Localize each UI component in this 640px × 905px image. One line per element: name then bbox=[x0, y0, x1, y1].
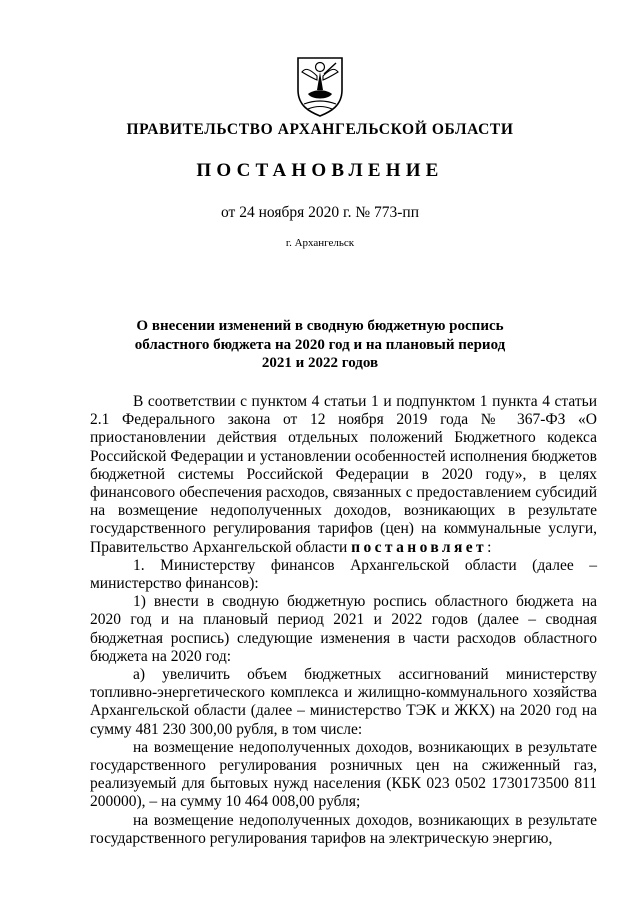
paragraph-subitem-1: 1) внести в сводную бюджетную роспись областного бюджета на 2020 год и на плановый период 2021 и 2022 годов (далее – сводная бюджетная роспись) следующие изменения в части расходов областного бюджета на 2020 год: bbox=[90, 593, 597, 665]
document-title bbox=[0, 317, 640, 373]
paragraph-preamble bbox=[90, 393, 597, 557]
decree-keyword: постановляет bbox=[351, 538, 488, 556]
document-body bbox=[90, 393, 597, 848]
title-line: областного бюджета на 2020 год и на плановый период bbox=[134, 336, 506, 353]
paragraph-item-1: 1. Министерству финансов Архангельской области (далее – министерство финансов): bbox=[90, 556, 597, 593]
title-line: 2021 и 2022 годов bbox=[261, 355, 379, 371]
preamble-text: В соответствии с пунктом 4 статьи 1 и подпунктом 1 пункта 4 статьи 2.1 Федерального закона от 12 ноября 2019 года № 367-ФЗ «О приостановлении действия отдельных положений Бюджетного кодекса Российской Федерации и установлении особенностей исполнения бюджетов бюджетной системы Российской Федерации в 2020 году», в целях финансового обеспечения расходов, связанных с предоставлением субсидий на возмещение недополученных доходов, возникающих в результате государственного регулирования тарифов (цен) на коммунальные услуги, Правительство Архангельской области bbox=[90, 393, 597, 556]
paragraph-electric-energy: на возмещение недополученных доходов, возникающих в результате государственного регулирования тарифов на электрическую энергию, bbox=[90, 811, 597, 847]
document-city: г. Архангельск bbox=[285, 237, 355, 249]
coat-of-arms-icon bbox=[294, 54, 346, 118]
paragraph-subitem-a: а) увеличить объем бюджетных ассигнований министерству топливно-энергетического комплекса и жилищно-коммунального хозяйства Архангельской области (далее – министерство ТЭК и ЖКХ) на 2020 год на сумму 481 230 300,00 рубля, в том числе: bbox=[90, 666, 597, 738]
title-line: О внесении изменений в сводную бюджетную роспись bbox=[136, 318, 504, 334]
preamble-end: : bbox=[487, 538, 492, 556]
document-type: ПОСТАНОВЛЕНИЕ bbox=[196, 160, 444, 181]
paragraph-liquefied-gas: на возмещение недополученных доходов, возникающих в результате государственного регулирования розничных цен на сжиженный газ, реализуемый для бытовых нужд населения (КБК 023 0502 1730173500 811 200000), – на сумму 10 464 008,00 рубля; bbox=[90, 738, 597, 811]
government-name: ПРАВИТЕЛЬСТВО АРХАНГЕЛЬСКОЙ ОБЛАСТИ bbox=[126, 121, 514, 138]
document-date-number: от 24 ноября 2020 г. № 773-пп bbox=[221, 204, 419, 221]
